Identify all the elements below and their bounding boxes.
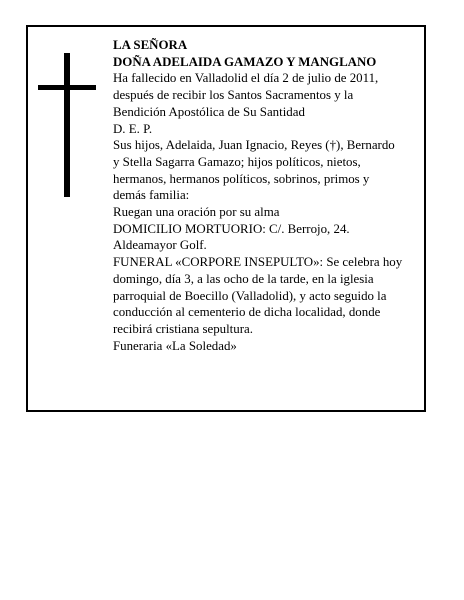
cross-horizontal-bar	[38, 85, 96, 90]
notice-line: demás familia:	[113, 188, 190, 203]
notice-line: Funeraria «La Soledad»	[113, 338, 237, 353]
notice-line: hermanos, hermanos políticos, sobrinos, primos y	[113, 171, 370, 186]
notice-line: recibirá cristiana sepultura.	[113, 321, 253, 336]
obituary-text	[113, 37, 419, 354]
notice-line: Ruegan una oración por su alma	[113, 205, 280, 220]
notice-line: después de recibir los Santos Sacramentos y la	[113, 88, 354, 103]
notice-line: DOMICILIO MORTUORIO: C/. Berrojo, 24.	[113, 221, 350, 236]
notice-line: conducción al cementerio de dicha localidad, donde	[113, 305, 381, 320]
notice-line: Bendición Apostólica de Su Santidad	[113, 104, 305, 119]
cross-vertical-bar	[64, 53, 70, 197]
notice-line: Ha fallecido en Valladolid el día 2 de julio de 2011,	[113, 71, 379, 86]
notice-line: Aldeamayor Golf.	[113, 238, 207, 253]
notice-line: D. E. P.	[113, 121, 153, 136]
deceased-name: DOÑA ADELAIDA GAMAZO Y MANGLANO	[113, 54, 377, 69]
cross-icon	[38, 53, 96, 197]
notice-heading: LA SEÑORA	[113, 38, 188, 52]
notice-line: y Stella Sagarra Gamazo; hijos políticos, nietos,	[113, 154, 361, 169]
notice-line: FUNERAL «CORPORE INSEPULTO»: Se celebra hoy	[113, 255, 403, 270]
notice-line: domingo, día 3, a las ocho de la tarde, en la iglesia	[113, 271, 374, 286]
notice-line: Sus hijos, Adelaida, Juan Ignacio, Reyes (†), Bernardo	[113, 138, 395, 153]
notice-line: parroquial de Boecillo (Valladolid), y acto seguido la	[113, 288, 387, 303]
